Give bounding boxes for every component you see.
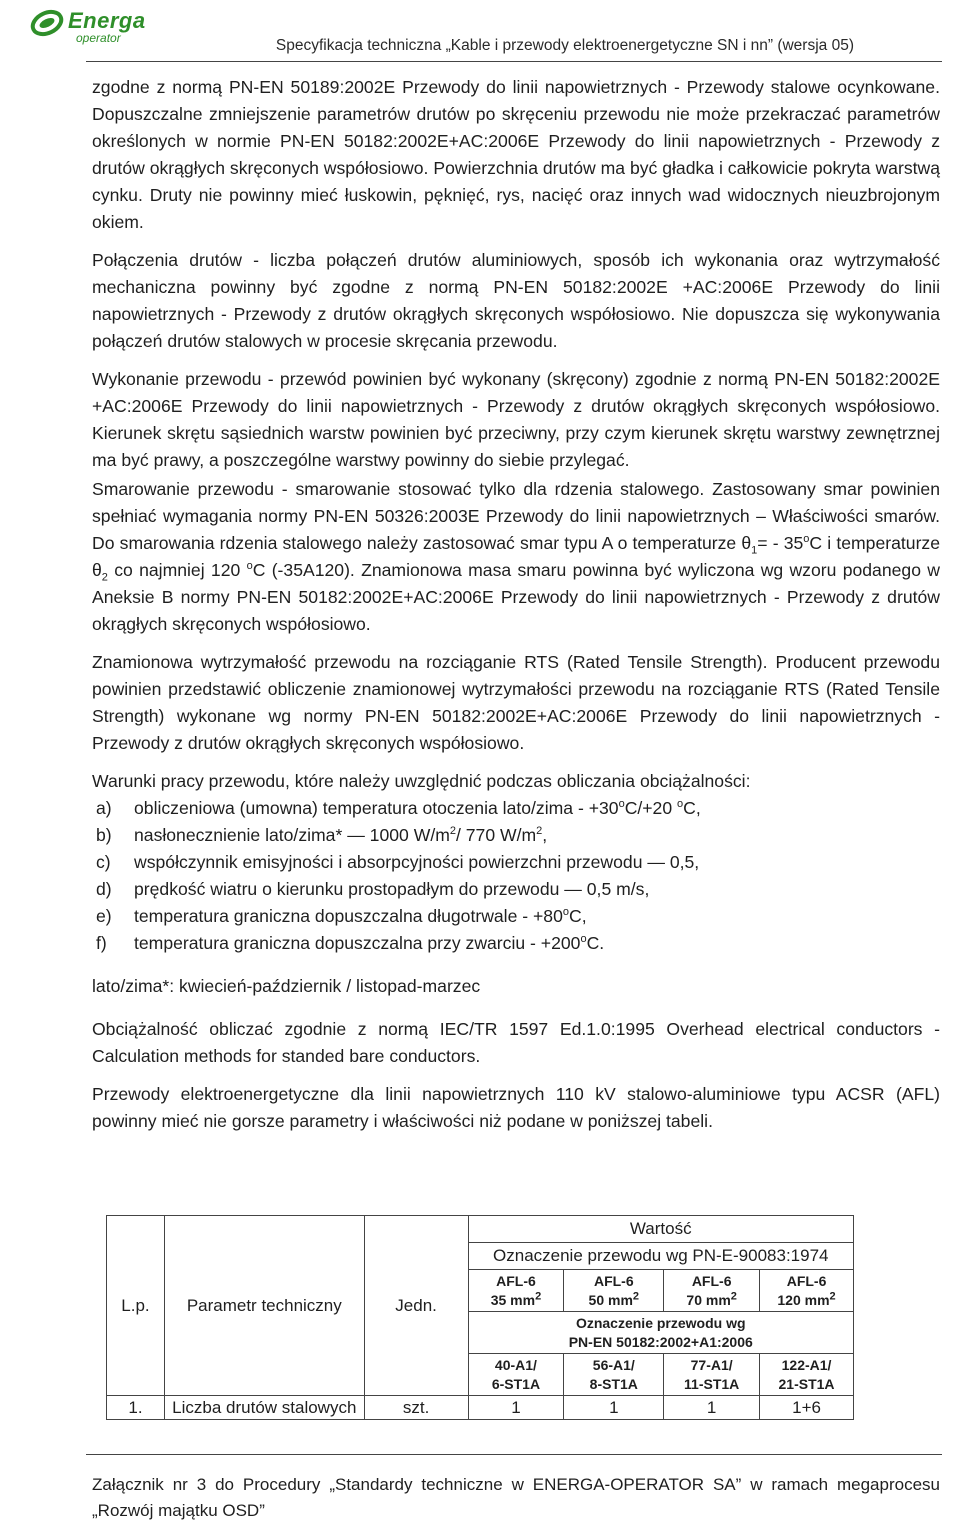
designation-old-header: Oznaczenie przewodu wg PN-E-90083:1974 <box>468 1243 853 1270</box>
row-lp: 1. <box>107 1396 165 1420</box>
param-header: Parametr techniczny <box>164 1216 364 1396</box>
list-item: e) temperatura graniczna dopuszczalna długotrwale - $+80^oC$, <box>96 906 587 926</box>
type-cell: AFL-6 35 $mm^2$ <box>468 1270 564 1312</box>
logo-wordmark: Energa <box>68 8 146 33</box>
value-header: Wartość <box>468 1216 853 1243</box>
list-item: a) obliczeniowa (umowna) temperatura otoczenia lato/zima - $+30^oC/+20$ $^o$C, <box>96 798 701 818</box>
paragraph-rts: Znamionowa wytrzymałość przewodu na rozciąganie RTS (Rated Tensile Strength). Producent przewodu powinien przedstawić obliczenie znamionowej wytrzymałości przewodu na rozciąganie RTS (Rated Tensile Strength) wykonane wg normy PN-EN 50182:2002E+AC:2006E Przewody do linii napowietrznych - Przewody z drutów okrągłych skręconych współosiowo. <box>92 652 940 753</box>
type-cell: AFL-6 70 $mm^2$ <box>664 1270 760 1312</box>
type-cell: AFL-6 50 $mm^2$ <box>564 1270 664 1312</box>
document-header-title: Specyfikacja techniczna „Kable i przewody elektroenergetyczne SN i nn” (wersja 05) <box>275 37 854 54</box>
footer-divider <box>86 1454 942 1455</box>
paragraph-ampacity-standard: Obciążalność obliczać zgodnie z normą IEC/TR 1597 Ed.1.0:1995 Overhead electrical conductors - Calculation methods for standed bare conductors. <box>92 1019 940 1066</box>
energa-leaf-icon <box>30 8 64 38</box>
paragraph-conductor-construction: Wykonanie przewodu - przewód powinien być wykonany (skręcony) zgodnie z normą PN-EN 50182:2002E +AC:2006E Przewody do linii napowietrznych - Przewody z drutów okrągłych skręconych współosiowo. Kierunek skrętu sąsiednich warstw powinien być przeciwny, przy czym kierunek skrętu warstwy zewnętrznej ma być prawy, a poszczególne warstwy powinny do siebie przylegać. <box>92 369 940 470</box>
footer-text: Załącznik nr 3 do Procedury „Standardy techniczne w ENERGA-OPERATOR SA” w ramach megaprocesu „Rozwój majątku OSD” <box>92 1475 940 1520</box>
designation-new-cell: 56-A1/ 8-ST1A <box>564 1354 664 1396</box>
row-value: 1+6 <box>760 1396 854 1420</box>
row-unit: szt. <box>364 1396 468 1420</box>
conditions-list <box>92 795 940 957</box>
list-item: d) prędkość wiatru o kierunku prostopadłym do przewodu — 0,5 m/s, <box>96 879 650 899</box>
row-value: 1 <box>468 1396 564 1420</box>
paragraph-wire-joints: Połączenia drutów - liczba połączeń drutów aluminiowych, sposób ich wykonania oraz wytrzymałość mechaniczna powinny być zgodne z normą PN-EN 50182:2002E +AC:2006E Przewody do linii napowietrznych - Przewody z drutów okrągłych skręconych współosiowo. Nie dopuszcza się wykonywania połączeń drutów stalowych w procesie skręcania przewodu. <box>92 250 940 351</box>
logo-subtitle: operator <box>76 31 121 45</box>
type-cell: AFL-6 120 $mm^2$ <box>760 1270 854 1312</box>
paragraph-season-definition: lato/zima*: kwiecień-październik / listopad-marzec <box>92 976 481 996</box>
company-logo <box>30 6 170 46</box>
unit-header: Jedn. <box>364 1216 468 1396</box>
paragraph-operating-conditions: Warunki pracy przewodu, które należy uwzględnić podczas obliczania obciążalności: <box>92 771 751 791</box>
paragraph-steel-wires: zgodne z normą PN-EN 50189:2002E Przewody do linii napowietrznych - Przewody stalowe ocynkowane. Dopuszczalne zmniejszenie parametrów drutów po skręceniu przewodu nie może przekraczać parametrów określonych w normie PN-EN 50182:2002E+AC:2006E Przewody do linii napowietrznych - Przewody z drutów okrągłych skręconych współosiowo. Powierzchnia drutów ma być gładka i całkowicie pokryta warstwą cynku. Druty nie powinny mieć łuskowin, pęknięć, rys, nacięć oraz innych wad widocznych nieuzbrojonym okiem. <box>92 77 940 232</box>
list-item: b) nasłonecznienie lato/zima* — 1000 $W/m^2/$ 770 $W/m^2$, <box>96 825 548 845</box>
list-item: f) temperatura graniczna dopuszczalna przy zwarciu - $+200^oC$. <box>96 933 605 953</box>
conductor-parameters-table <box>106 1215 854 1420</box>
paragraph-greasing: Smarowanie przewodu - smarowanie stosować tylko dla rdzenia stalowego. Zastosowany smar powinien spełniać wymagania normy PN-EN 50326:2003E Przewody do linii napowietrznych – Właściwości smarów. Do smarowania rdzenia stalowego należy zastosować smar typu A o temperaturze $\theta_1= - 35^oC$ i temperaturze $\theta_2$ co najmniej 120 $^o$C (-35A120). Znamionowa masa smaru powinna być wyliczona wg wzoru podanego w Aneksie B normy PN-EN 50182:2002E+AC:2006E Przewody do linii napowietrznych - Przewody z drutów okrągłych skręconych współosiowo. <box>92 479 941 634</box>
document-body <box>92 74 940 1135</box>
table-row <box>107 1396 854 1420</box>
designation-new-cell: 77-A1/ 11-ST1A <box>664 1354 760 1396</box>
row-value: 1 <box>564 1396 664 1420</box>
lp-header: L.p. <box>107 1216 165 1396</box>
designation-new-cell: 40-A1/ 6-ST1A <box>468 1354 564 1396</box>
designation-new-header: Oznaczenie przewodu wg PN-EN 50182:2002+A1:2006 <box>468 1312 853 1354</box>
list-item: c) współczynnik emisyjności i absorpcyjności powierzchni przewodu — 0,5, <box>96 852 700 872</box>
row-param: Liczba drutów stalowych <box>164 1396 364 1420</box>
designation-new-cell: 122-A1/ 21-ST1A <box>760 1354 854 1396</box>
paragraph-acsr-requirements: Przewody elektroenergetyczne dla linii napowietrznych 110 kV stalowo-aluminiowe typu ACSR (AFL) powinny mieć nie gorsze parametry i właściwości niż podane w poniższej tabeli. <box>92 1084 940 1131</box>
header-divider <box>86 61 942 62</box>
row-value: 1 <box>664 1396 760 1420</box>
